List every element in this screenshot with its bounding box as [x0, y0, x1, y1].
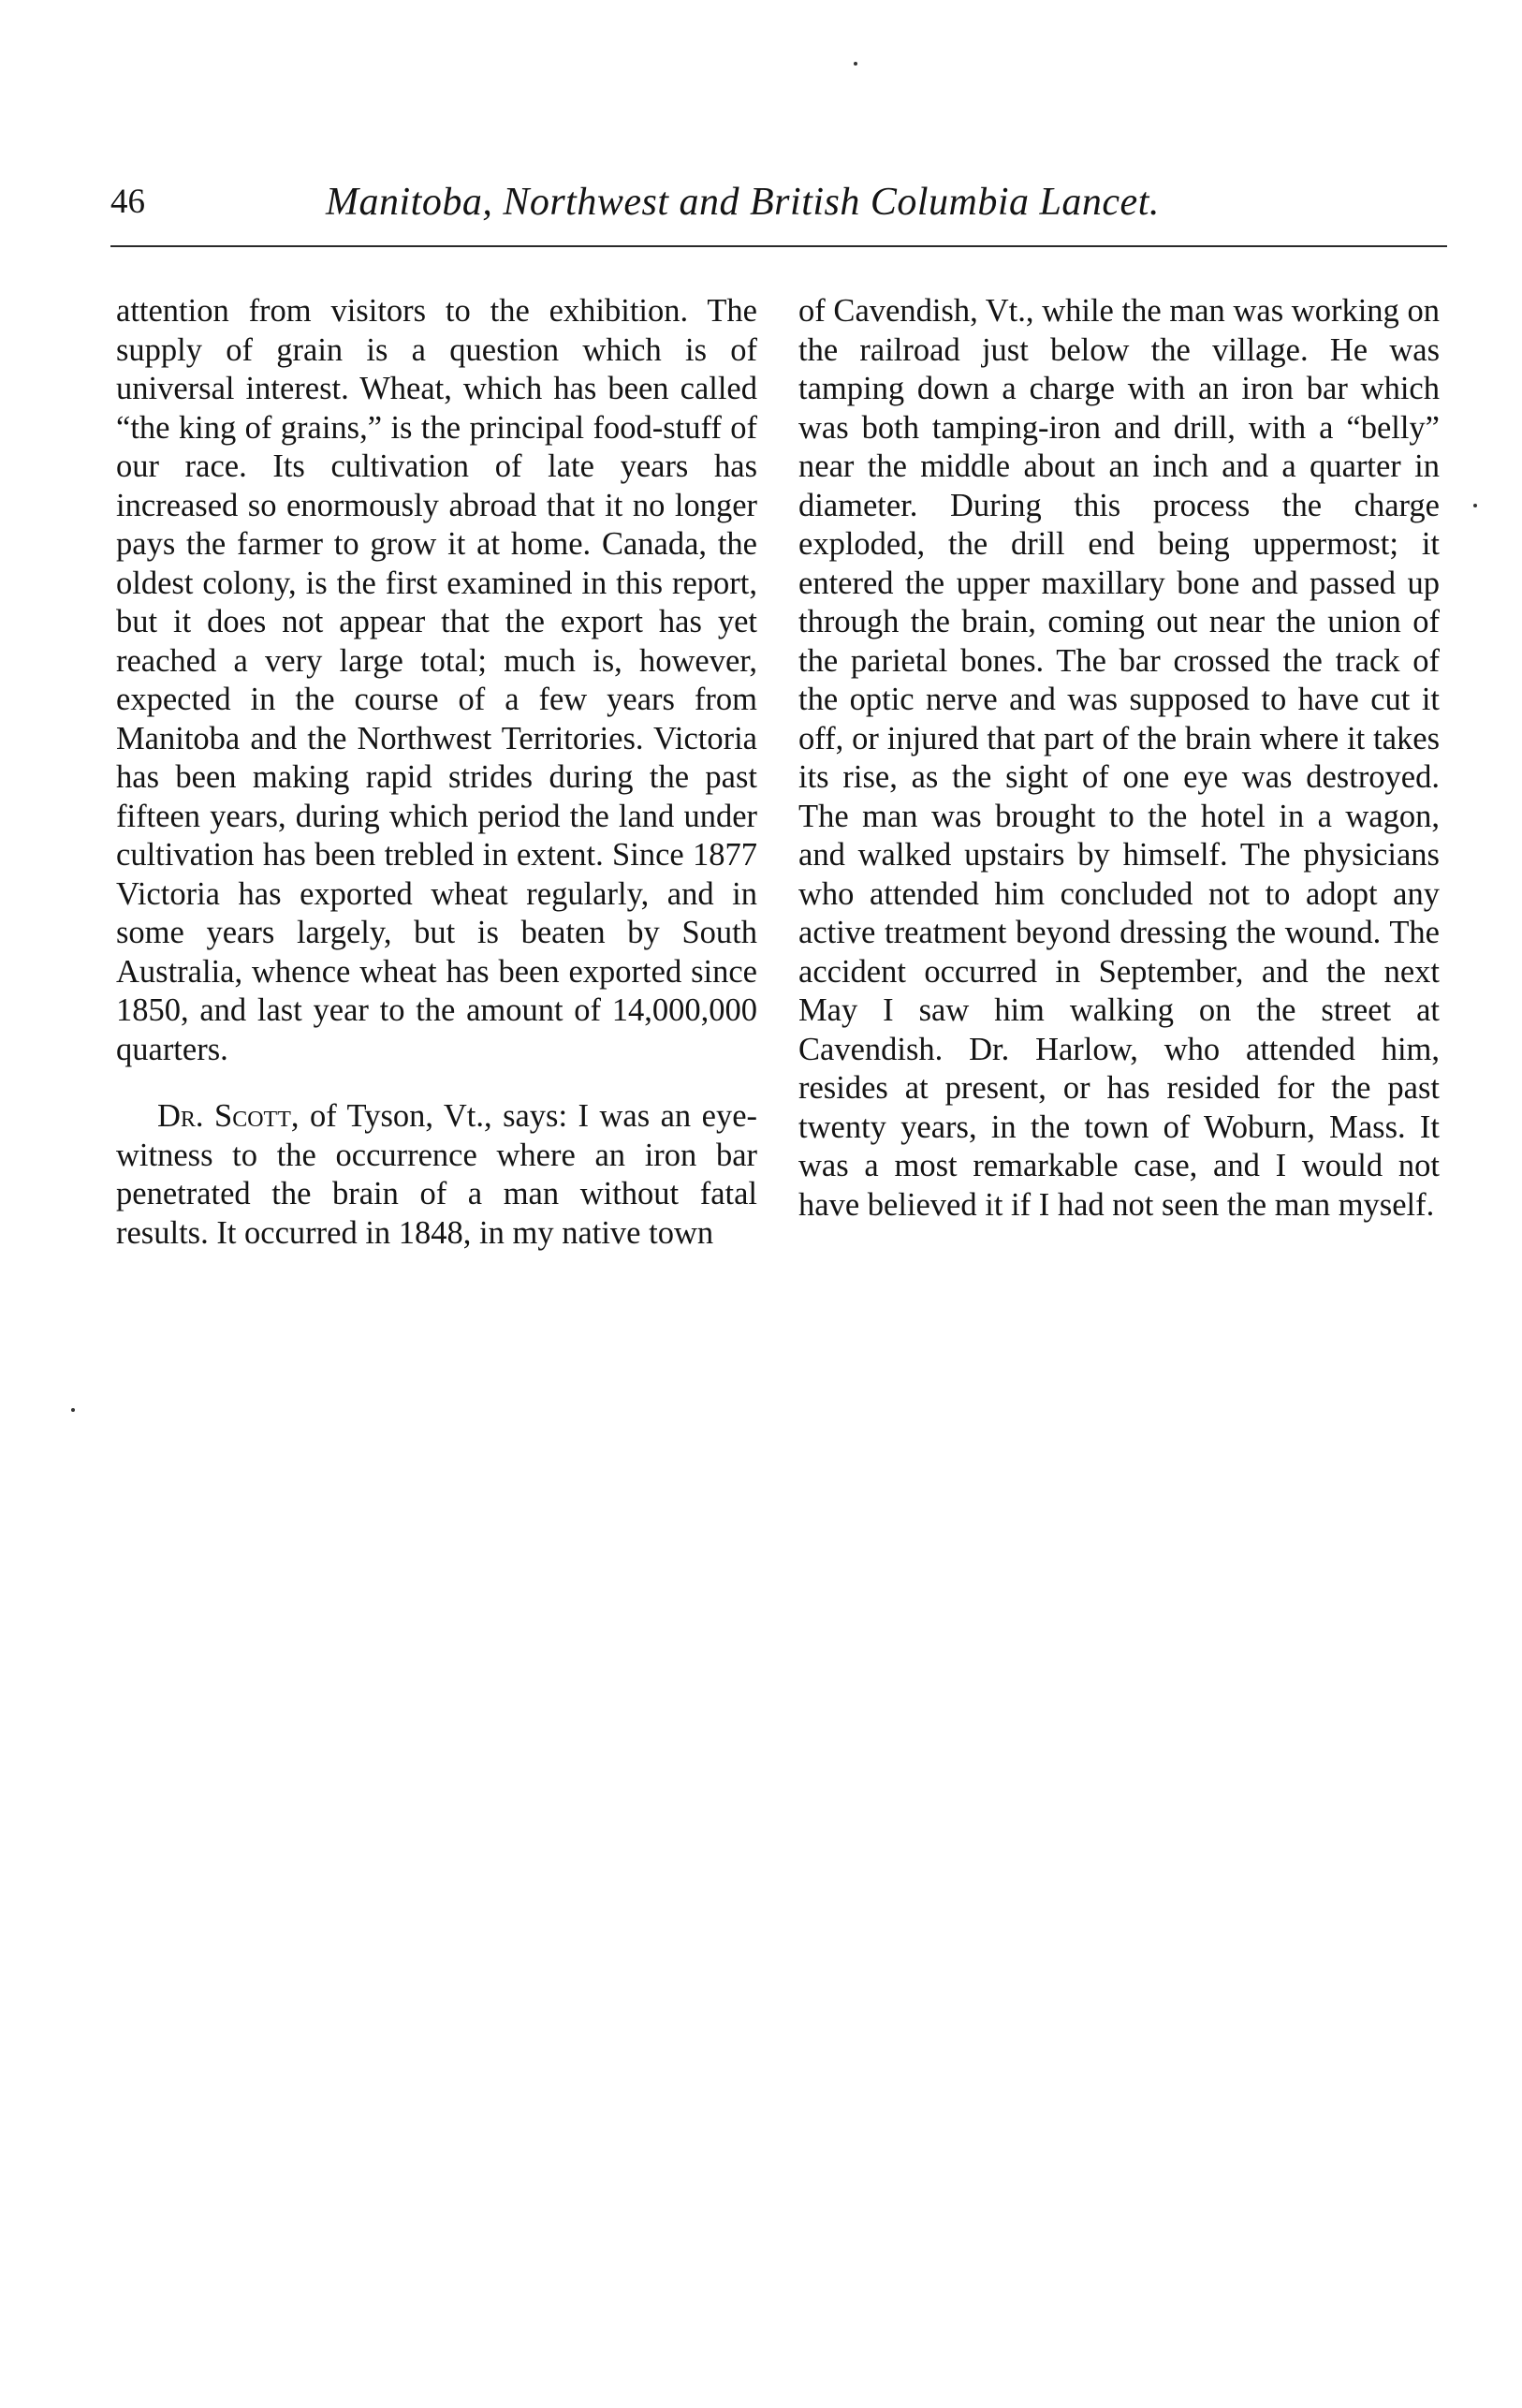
left-paragraph-2-text: , of Tyson, Vt., says: I was an eye-witness to the occurrence where an iron bar penetrated the brain of a man without fatal results. It occurred in 1848, in my native town: [116, 1098, 757, 1251]
running-title: Manitoba, Northwest and British Columbia Lancet.: [326, 181, 1160, 224]
left-paragraph-2: [116, 1097, 757, 1253]
speaker-name: Dr. Scott: [157, 1098, 291, 1134]
print-speck: [854, 62, 857, 66]
left-paragraph-1: attention from visitors to the exhibition. The supply of grain is a question which is of universal interest. Wheat, which has been called “the king of grains,” is the principal food-stuff of our race. Its cultivation of late years has increased so enormously abroad that it no longer pays the farmer to grow it at home. Canada, the oldest colony, is the first examined in this report, but it does not appear that the export has yet reached a very large total; much is, however, expected in the course of a few years from Manitoba and the Northwest Territories. Victoria has been making rapid strides during the past fifteen years, during which period the land under cultivation has been trebled in extent. Since 1877 Victoria has exported wheat regularly, and in some years largely, but is beaten by South Australia, whence wheat has been exported since 1850, and last year to the amount of 14,000,000 quarters.: [116, 293, 757, 1067]
page-number: 46: [110, 183, 145, 221]
right-paragraph-1: of Cavendish, Vt., while the man was working on the railroad just below the village. He was tamping down a charge with an iron bar which was both tamping-iron and drill, with a “belly” near the middle about an inch and a quarter in diameter. During this process the charge exploded, the drill end being uppermost; it entered the upper maxillary bone and passed up through the brain, coming out near the union of the parietal bones. The bar crossed the track of the optic nerve and was supposed to have cut it off, or injured that part of the brain where it takes its rise, as the sight of one eye was destroyed. The man was brought to the hotel in a wagon, and walked upstairs by himself. The physicians who attended him concluded not to adopt any active treatment beyond dressing the wound. The accident occurred in September, and the next May I saw him walking on the street at Cavendish. Dr. Harlow, who attended him, resides at present, or has resided for the past twenty years, in the town of Woburn, Mass. It was a most remarkable case, and I would not have believed it if I had not seen the man myself.: [798, 293, 1440, 1223]
right-column: [798, 292, 1440, 1225]
left-column: [116, 292, 757, 1253]
page-header: [110, 174, 1447, 230]
print-speck: [1473, 504, 1477, 507]
print-speck: [71, 1408, 75, 1412]
header-rule: [110, 245, 1447, 247]
